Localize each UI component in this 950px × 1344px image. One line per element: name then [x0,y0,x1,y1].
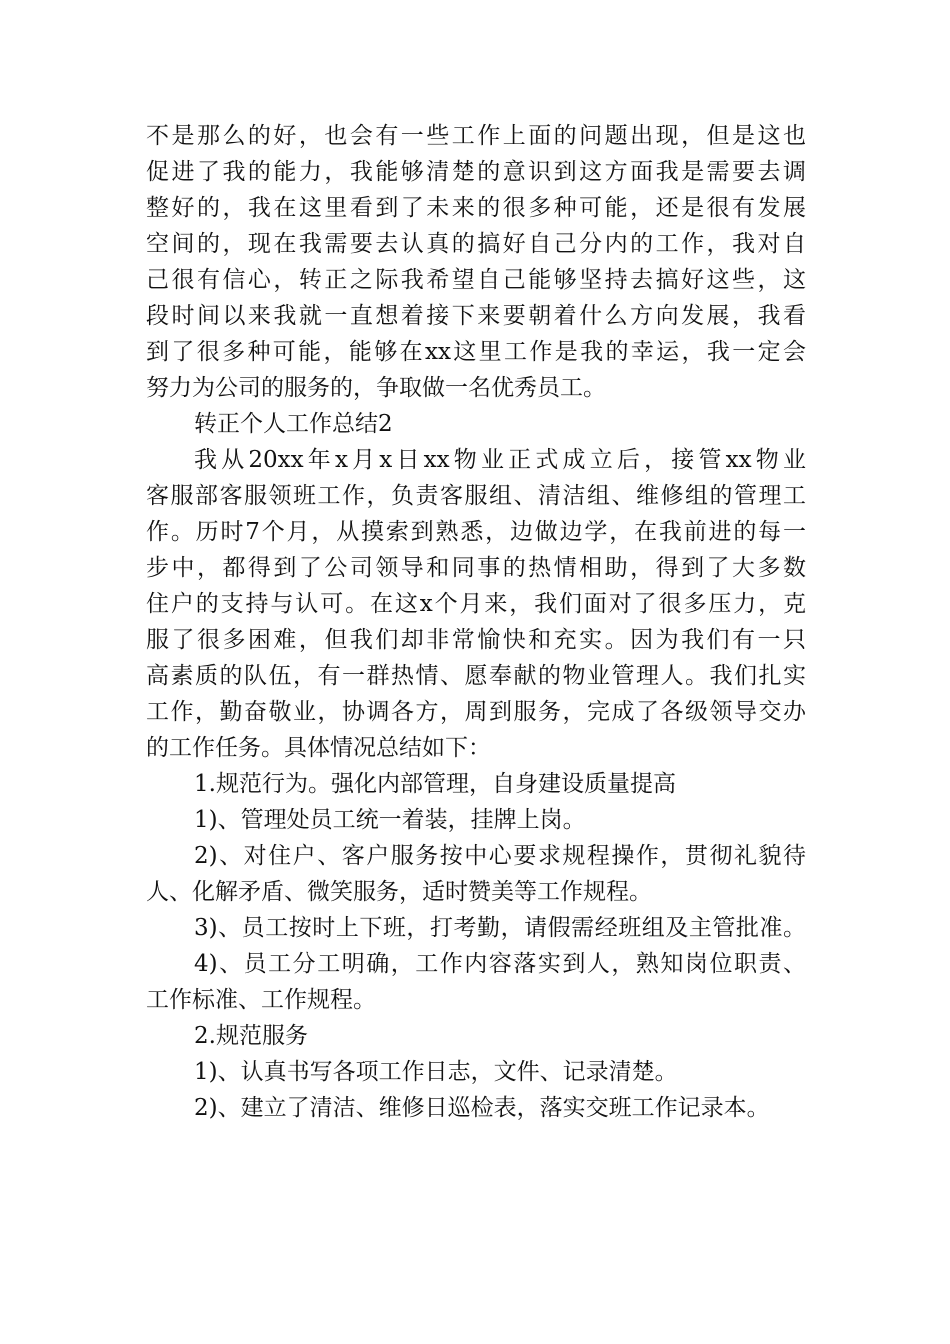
list-item-continuation: 人、化解矛盾、微笑服务，适时赞美等工作规程。 [146,879,652,905]
text-line: 高素质的队伍，有一群热情、愿奉献的物业管理人。我们扎实 [146,663,806,689]
list-item: 4)、员工分工明确，工作内容落实到人，熟知岗位职责、 [194,951,806,977]
text-line: 客服部客服领班工作，负责客服组、清洁组、维修组的管理工 [146,483,806,509]
text-line: 服了很多困难，但我们却非常愉快和充实。因为我们有一只 [146,627,806,653]
text-line: 不是那么的好，也会有一些工作上面的问题出现，但是这也 [146,123,806,149]
text-line: 促进了我的能力，我能够清楚的意识到这方面我是需要去调 [146,159,806,185]
text-line: 的工作任务。具体情况总结如下： [146,735,491,761]
text-line: 努力为公司的服务的，争取做一名优秀员工。 [146,375,606,401]
text-line: 空间的，现在我需要去认真的搞好自己分内的工作，我对自 [146,231,806,257]
text-line: 段时间以来我就一直想着接下来要朝着什么方向发展，我看 [146,303,806,329]
list-item: 2)、对住户、客户服务按中心要求规程操作，贯彻礼貌待 [194,843,806,869]
text-line: 己很有信心，转正之际我希望自己能够坚持去搞好这些，这 [146,267,806,293]
text-line: 到了很多种可能，能够在xx这里工作是我的幸运，我一定会 [146,339,806,365]
text-line: 我从20xx年x月x日xx物业正式成立后，接管xx物业 [194,447,806,473]
text-line: 工作，勤奋敬业，协调各方，周到服务，完成了各级领导交办 [146,699,806,725]
section-heading: 转正个人工作总结2 [194,411,393,437]
list-heading: 1.规范行为。强化内部管理，自身建设质量提高 [194,771,676,797]
text-line: 住户的支持与认可。在这x个月来，我们面对了很多压力，克 [146,591,806,617]
list-item: 1)、认真书写各项工作日志，文件、记录清楚。 [194,1059,678,1085]
list-item-continuation: 工作标准、工作规程。 [146,987,376,1013]
list-item: 2)、建立了清洁、维修日巡检表，落实交班工作记录本。 [194,1095,770,1121]
list-item: 3)、员工按时上下班，打考勤，请假需经班组及主管批准。 [194,915,806,941]
document-body [146,118,806,1126]
text-line: 整好的，我在这里看到了未来的很多种可能，还是很有发展 [146,195,806,221]
list-item: 1)、管理处员工统一着装，挂牌上岗。 [194,807,586,833]
list-heading: 2.规范服务 [194,1023,308,1049]
text-line: 步中，都得到了公司领导和同事的热情相助，得到了大多数 [146,555,806,581]
text-line: 作。历时7个月，从摸索到熟悉，边做边学，在我前进的每一 [146,519,806,545]
